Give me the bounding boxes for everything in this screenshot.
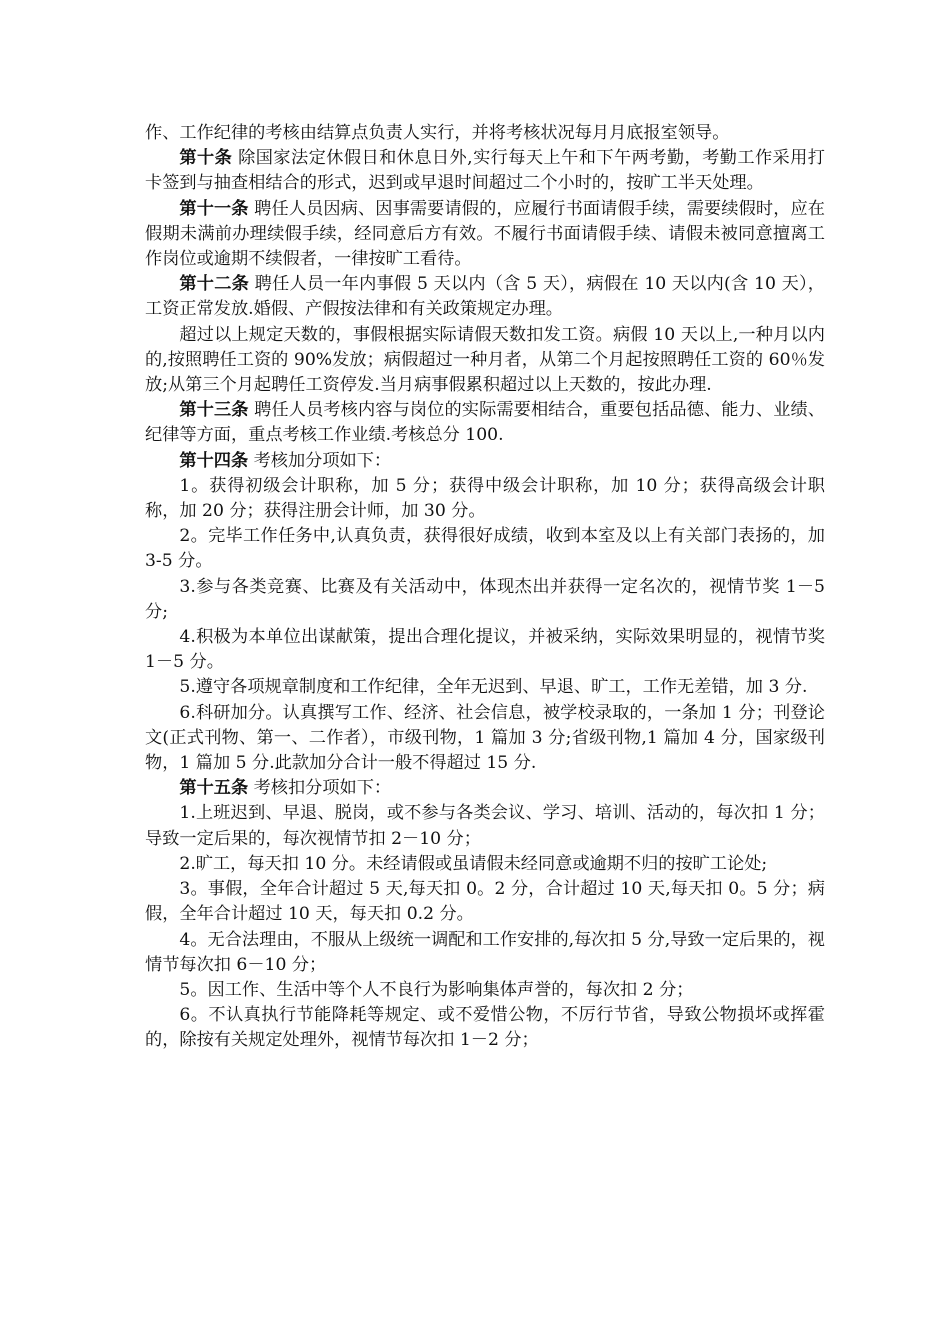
article-14 xyxy=(145,449,825,474)
paragraph-text: 考核加分项如下： xyxy=(248,450,392,471)
article-heading: 第十三条 xyxy=(179,400,249,421)
paragraph-text: 4.积极为本单位出谋献策，提出合理化提议，并被采纳，实际效果明显的，视情节奖 1－5 分。 xyxy=(145,627,825,673)
paragraph-text: 2。完毕工作任务中,认真负责，获得很好成绩，收到本室及以上有关部门表扬的，加 3-5 分。 xyxy=(145,526,825,572)
paragraph-text: 1.上班迟到、早退、脱岗，或不参与各类会议、学习、培训、活动的，每次扣 1 分；导致一定后果的，每次视情节扣 2－10 分； xyxy=(145,803,825,849)
article-11 xyxy=(145,197,825,273)
paragraph-text: 聘任人员因病、因事需要请假的，应履行书面请假手续，需要续假时，应在假期未满前办理续假手续，经同意后方有效。不履行书面请假手续、请假未被同意擅离工作岗位或逾期不续假者，一律按旷工看待。 xyxy=(145,198,825,270)
deduction-item-6 xyxy=(145,1003,825,1053)
article-heading: 第十四条 xyxy=(179,450,249,471)
article-heading: 第十一条 xyxy=(179,198,249,219)
deduction-item-5 xyxy=(145,978,825,1003)
paragraph-text: 1。获得初级会计职称，加 5 分；获得中级会计职称，加 10 分；获得高级会计职称，加 20 分；获得注册会计师，加 30 分。 xyxy=(145,475,825,522)
paragraph-0 xyxy=(145,121,825,146)
bonus-item-3 xyxy=(145,575,825,625)
paragraph-text: 2.旷工，每天扣 10 分。未经请假或虽请假未经同意或逾期不归的按旷工论处; xyxy=(179,853,768,874)
paragraph-text: 3。事假，全年合计超过 5 天,每天扣 0。2 分，合计超过 10 天,每天扣 0。5 分；病假，全年合计超过 10 天，每天扣 0.2 分。 xyxy=(145,879,825,925)
article-12 xyxy=(145,272,825,322)
article-heading: 第十五条 xyxy=(179,778,249,799)
bonus-item-1 xyxy=(145,474,825,524)
bonus-item-2 xyxy=(145,524,825,574)
article-heading: 第十二条 xyxy=(179,274,249,295)
paragraph-text: 5。因工作、生活中等个人不良行为影响集体声誉的，每次扣 2 分； xyxy=(179,979,694,1000)
deduction-item-3 xyxy=(145,877,825,927)
paragraph-text: 聘任人员考核内容与岗位的实际需要相结合，重要包括品德、能力、业绩、纪律等方面，重点考核工作业绩.考核总分 100. xyxy=(145,400,825,446)
paragraph-text: 3.参与各类竞赛、比赛及有关活动中，体现杰出并获得一定名次的，视情节奖 1－5 分; xyxy=(145,576,825,622)
article-13 xyxy=(145,398,825,448)
bonus-item-4 xyxy=(145,625,825,675)
deduction-item-1 xyxy=(145,801,825,851)
paragraph-text: 5.遵守各项规章制度和工作纪律，全年无迟到、早退、旷工，工作无差错，加 3 分. xyxy=(179,677,808,698)
paragraph-text: 考核扣分项如下： xyxy=(248,778,392,799)
paragraph-4 xyxy=(145,323,825,399)
paragraph-text: 除国家法定休假日和休息日外,实行每天上午和下午两考勤，考勤工作采用打卡签到与抽查相结合的形式，迟到或早退时间超过二个小时的，按旷工半天处理。 xyxy=(145,148,825,194)
paragraph-text: 6。不认真执行节能降耗等规定、或不爱惜公物，不厉行节省，导致公物损坏或挥霍的，除按有关规定处理外，视情节每次扣 1－2 分； xyxy=(145,1005,825,1051)
article-15 xyxy=(145,776,825,801)
document-page xyxy=(145,121,825,1054)
paragraph-text: 6.科研加分。认真撰写工作、经济、社会信息，被学校录取的，一条加 1 分；刊登论文(正式刊物、第一、二作者），市级刊物，1 篇加 3 分;省级刊物,1 篇加 4 分，国家级刊物，1 篇加 5 分.此款加分合计一般不得超过 15 分. xyxy=(145,702,825,774)
bonus-item-6 xyxy=(145,701,825,777)
bonus-item-5 xyxy=(145,675,825,700)
article-heading: 第十条 xyxy=(179,148,233,169)
deduction-item-2 xyxy=(145,852,825,877)
article-10 xyxy=(145,146,825,196)
paragraph-text: 超过以上规定天数的，事假根据实际请假天数扣发工资。病假 10 天以上,一种月以内的,按照聘任工资的 90%发放；病假超过一种月者，从第二个月起按照聘任工资的 60％发放;从第三个月起聘任工资停发.当月病事假累积超过以上天数的，按此办理. xyxy=(145,324,825,396)
deduction-item-4 xyxy=(145,928,825,978)
paragraph-text: 4。无合法理由，不服从上级统一调配和工作安排的,每次扣 5 分,导致一定后果的，视情节每次扣 6－10 分； xyxy=(145,929,825,975)
paragraph-text: 作、工作纪律的考核由结算点负责人实行，并将考核状况每月月底报室领导。 xyxy=(145,123,730,143)
paragraph-text: 聘任人员一年内事假 5 天以内（含 5 天），病假在 10 天以内(含 10 天），工资正常发放.婚假、产假按法律和有关政策规定办理。 xyxy=(145,274,825,320)
